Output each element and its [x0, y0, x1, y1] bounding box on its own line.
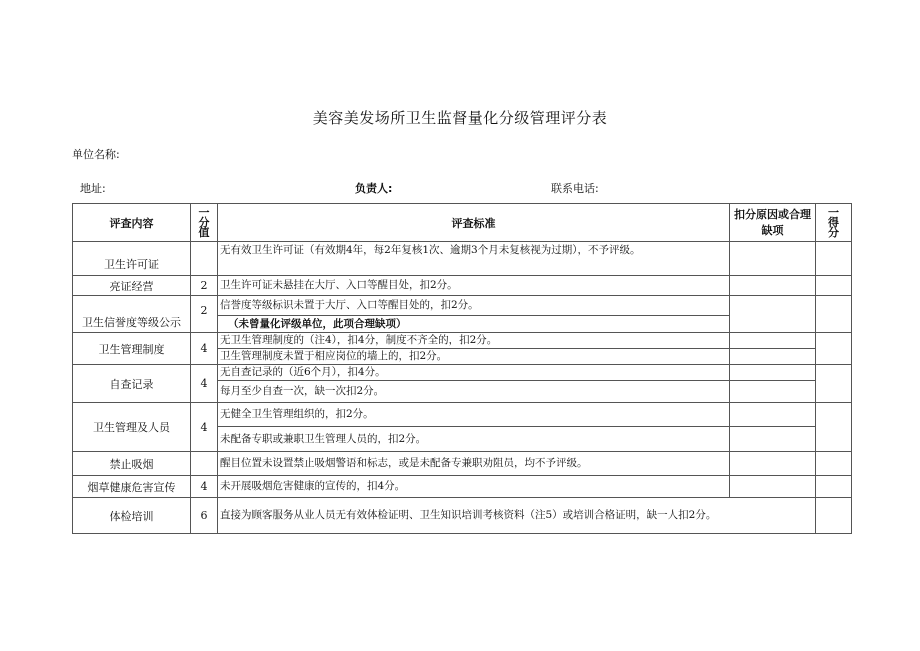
table-row — [73, 476, 852, 498]
row-standard: 无自查记录的（近6个月），扣4分。 — [218, 365, 730, 381]
row-item: 烟草健康危害宣传 — [73, 476, 191, 498]
table-row — [73, 365, 852, 381]
row-standard: 卫生管理制度未置于相应岗位的墙上的，扣2分。 — [218, 349, 730, 365]
row-score: 4 — [191, 365, 218, 403]
table-header-row — [73, 204, 852, 242]
got-score-cell[interactable] — [816, 276, 852, 296]
row-item: 自查记录 — [73, 365, 191, 403]
got-score-cell[interactable] — [816, 498, 852, 534]
got-score-cell[interactable] — [816, 296, 852, 333]
got-score-cell[interactable] — [816, 333, 852, 365]
row-item: 卫生信誉度等级公示 — [73, 296, 191, 333]
unit-name-label: 单位名称: — [72, 148, 120, 161]
header-reason: 扣分原因或合理缺项 — [730, 204, 816, 242]
phone-label: 联系电话: — [551, 182, 599, 195]
reason-cell[interactable] — [730, 476, 816, 498]
table-row — [73, 333, 852, 349]
row-standard: 未配备专职或兼职卫生管理人员的，扣2分。 — [218, 427, 730, 452]
table-row — [73, 296, 852, 316]
got-score-cell[interactable] — [816, 476, 852, 498]
page-title: 美容美发场所卫生监督量化分级管理评分表 — [312, 109, 608, 127]
row-score: 6 — [191, 498, 218, 534]
row-item: 卫生管理制度 — [73, 333, 191, 365]
table-row — [73, 403, 852, 427]
score-table — [72, 203, 852, 534]
header-got-score: 一 得 分 — [816, 204, 852, 242]
got-score-cell[interactable] — [816, 365, 852, 403]
row-item: 体检培训 — [73, 498, 191, 534]
got-score-cell[interactable] — [816, 452, 852, 476]
reason-cell[interactable] — [730, 349, 816, 365]
row-score — [191, 242, 218, 276]
table-row — [73, 452, 852, 476]
row-standard-note: （未曾量化评级单位，此项合理缺项） — [218, 316, 730, 333]
reason-cell[interactable] — [730, 381, 816, 403]
row-standard: 卫生许可证未悬挂在大厅、入口等醒目处，扣2分。 — [218, 276, 730, 296]
row-standard: 无卫生管理制度的（注4），扣4分，制度不齐全的，扣2分。 — [218, 333, 730, 349]
reason-cell[interactable] — [730, 403, 816, 427]
row-standard: 信誉度等级标识未置于大厅、入口等醒目处的，扣2分。 — [218, 296, 730, 316]
row-score: 4 — [191, 403, 218, 452]
reason-cell[interactable] — [730, 296, 816, 333]
manager-label: 负责人: — [355, 182, 393, 195]
row-standard: 未开展吸烟危害健康的宣传的，扣4分。 — [218, 476, 730, 498]
row-item: 禁止吸烟 — [73, 452, 191, 476]
row-score: 4 — [191, 333, 218, 365]
table-row — [73, 498, 852, 534]
header-item: 评查内容 — [73, 204, 191, 242]
row-score: 4 — [191, 476, 218, 498]
reason-cell[interactable] — [730, 452, 816, 476]
reason-cell[interactable] — [730, 365, 816, 381]
row-score — [191, 452, 218, 476]
reason-cell[interactable] — [730, 333, 816, 349]
row-score: 2 — [191, 276, 218, 296]
table-row — [73, 242, 852, 276]
got-score-cell[interactable] — [816, 403, 852, 452]
got-score-cell[interactable] — [816, 242, 852, 276]
row-score: 2 — [191, 296, 218, 333]
row-standard: 醒目位置未设置禁止吸烟警语和标志，或是未配备专兼职劝阻员，均不予评级。 — [218, 452, 730, 476]
header-standard: 评查标准 — [218, 204, 730, 242]
row-item: 卫生管理及人员 — [73, 403, 191, 452]
row-standard: 无健全卫生管理组织的，扣2分。 — [218, 403, 730, 427]
row-item: 亮证经营 — [73, 276, 191, 296]
header-score: 一 分 值 — [191, 204, 218, 242]
address-label: 地址: — [80, 182, 106, 195]
reason-cell[interactable] — [730, 427, 816, 452]
row-standard: 直接为顾客服务从业人员无有效体检证明、卫生知识培训考核资料（注5）或培训合格证明，缺一人扣2分。 — [218, 498, 816, 534]
row-standard: 每月至少自查一次，缺一次扣2分。 — [218, 381, 730, 403]
reason-cell[interactable] — [730, 276, 816, 296]
table-row — [73, 276, 852, 296]
row-standard: 无有效卫生许可证（有效期4年，每2年复核1次、逾期3个月未复核视为过期），不予评级。 — [218, 242, 730, 276]
row-item: 卫生许可证 — [73, 242, 191, 276]
reason-cell[interactable] — [730, 242, 816, 276]
